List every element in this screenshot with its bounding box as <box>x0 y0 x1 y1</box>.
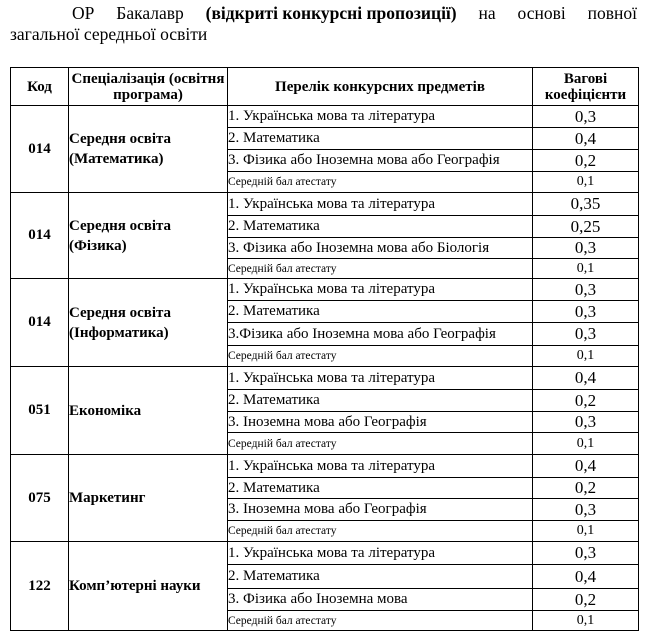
coefficient-cell: 0,4 <box>533 455 639 478</box>
coefficient-cell: 0,1 <box>533 259 639 279</box>
subject-cell: 3. Фізика або Іноземна мова або Біологія <box>228 238 533 259</box>
subject-cell: 2. Математика <box>228 565 533 589</box>
header-coefficients: Вагові коефіцієнти <box>533 68 639 106</box>
coefficient-cell: 0,1 <box>533 521 639 542</box>
heading-word: на <box>478 3 496 23</box>
header-specialization: Спеціалізація (освітня програма) <box>69 68 228 106</box>
coefficient-cell: 0,3 <box>533 279 639 301</box>
specialization-name: Середня освіта (Фізика) <box>69 193 228 279</box>
coefficient-cell: 0,3 <box>533 301 639 323</box>
coefficient-cell: 0,3 <box>533 323 639 346</box>
subject-cell: 3. Іноземна мова або Географія <box>228 412 533 433</box>
specialization-name: Маркетинг <box>69 455 228 542</box>
header-row <box>11 68 639 106</box>
table-row <box>11 455 639 478</box>
coefficient-cell: 0,3 <box>533 542 639 565</box>
specialization-name: Середня освіта (Математика) <box>69 106 228 193</box>
coefficient-cell: 0,3 <box>533 499 639 521</box>
table-row <box>11 106 639 128</box>
coefficient-cell: 0,4 <box>533 128 639 150</box>
coefficient-cell: 0,3 <box>533 106 639 128</box>
specialization-code: 051 <box>11 367 69 455</box>
subject-cell: 3. Фізика або Іноземна мова або Географія <box>228 150 533 172</box>
heading-line-1 <box>10 3 637 24</box>
coefficient-cell: 0,3 <box>533 238 639 259</box>
specialization-name: Економіка <box>69 367 228 455</box>
subject-cell: Середній бал атестату <box>228 521 533 542</box>
specialization-name: Середня освіта (Інформатика) <box>69 279 228 367</box>
table-row <box>11 279 639 301</box>
specialization-name: Комп’ютерні науки <box>69 542 228 631</box>
subject-cell: 1. Українська мова та література <box>228 367 533 390</box>
heading-word: ОР <box>72 3 95 23</box>
table-body <box>11 106 639 631</box>
table-row <box>11 193 639 216</box>
coefficient-cell: 0,1 <box>533 172 639 193</box>
coefficient-cell: 0,1 <box>533 346 639 367</box>
specialization-code: 014 <box>11 279 69 367</box>
heading-word: повної <box>587 3 637 23</box>
coefficient-cell: 0,2 <box>533 390 639 412</box>
specialization-code: 014 <box>11 193 69 279</box>
subject-cell: 1. Українська мова та література <box>228 455 533 478</box>
subject-cell: 3. Фізика або Іноземна мова <box>228 589 533 611</box>
coefficient-cell: 0,25 <box>533 216 639 238</box>
coefficient-cell: 0,2 <box>533 589 639 611</box>
subject-cell: 3.Фізика або Іноземна мова або Географія <box>228 323 533 346</box>
specialization-code: 122 <box>11 542 69 631</box>
subject-cell: 1. Українська мова та література <box>228 542 533 565</box>
subject-cell: 2. Математика <box>228 216 533 238</box>
subject-cell: 2. Математика <box>228 478 533 499</box>
competition-table <box>10 67 639 631</box>
subject-cell: Середній бал атестату <box>228 433 533 455</box>
coefficient-cell: 0,2 <box>533 478 639 499</box>
coefficient-cell: 0,3 <box>533 412 639 433</box>
table-row <box>11 542 639 565</box>
heading-word: основі <box>517 3 566 23</box>
heading-line-2: загальної середньої освіти <box>10 24 208 44</box>
subject-cell: 2. Математика <box>228 390 533 412</box>
subject-cell: 1. Українська мова та література <box>228 193 533 216</box>
heading-word-bold: (відкриті конкурсні пропозиції) <box>205 3 457 23</box>
subject-cell: Середній бал атестату <box>228 611 533 631</box>
subject-cell: 1. Українська мова та література <box>228 279 533 301</box>
coefficient-cell: 0,1 <box>533 433 639 455</box>
header-code: Код <box>11 68 69 106</box>
subject-cell: 2. Математика <box>228 128 533 150</box>
subject-cell: 3. Іноземна мова або Географія <box>228 499 533 521</box>
heading-word: Бакалавр <box>116 3 184 23</box>
coefficient-cell: 0,1 <box>533 611 639 631</box>
specialization-code: 014 <box>11 106 69 193</box>
header-subjects: Перелік конкурсних предметів <box>228 68 533 106</box>
coefficient-cell: 0,4 <box>533 367 639 390</box>
subject-cell: Середній бал атестату <box>228 172 533 193</box>
subject-cell: 2. Математика <box>228 301 533 323</box>
subject-cell: Середній бал атестату <box>228 259 533 279</box>
coefficient-cell: 0,2 <box>533 150 639 172</box>
subject-cell: Середній бал атестату <box>228 346 533 367</box>
specialization-code: 075 <box>11 455 69 542</box>
subject-cell: 1. Українська мова та література <box>228 106 533 128</box>
coefficient-cell: 0,4 <box>533 565 639 589</box>
table-row <box>11 367 639 390</box>
coefficient-cell: 0,35 <box>533 193 639 216</box>
document-heading <box>10 3 637 45</box>
